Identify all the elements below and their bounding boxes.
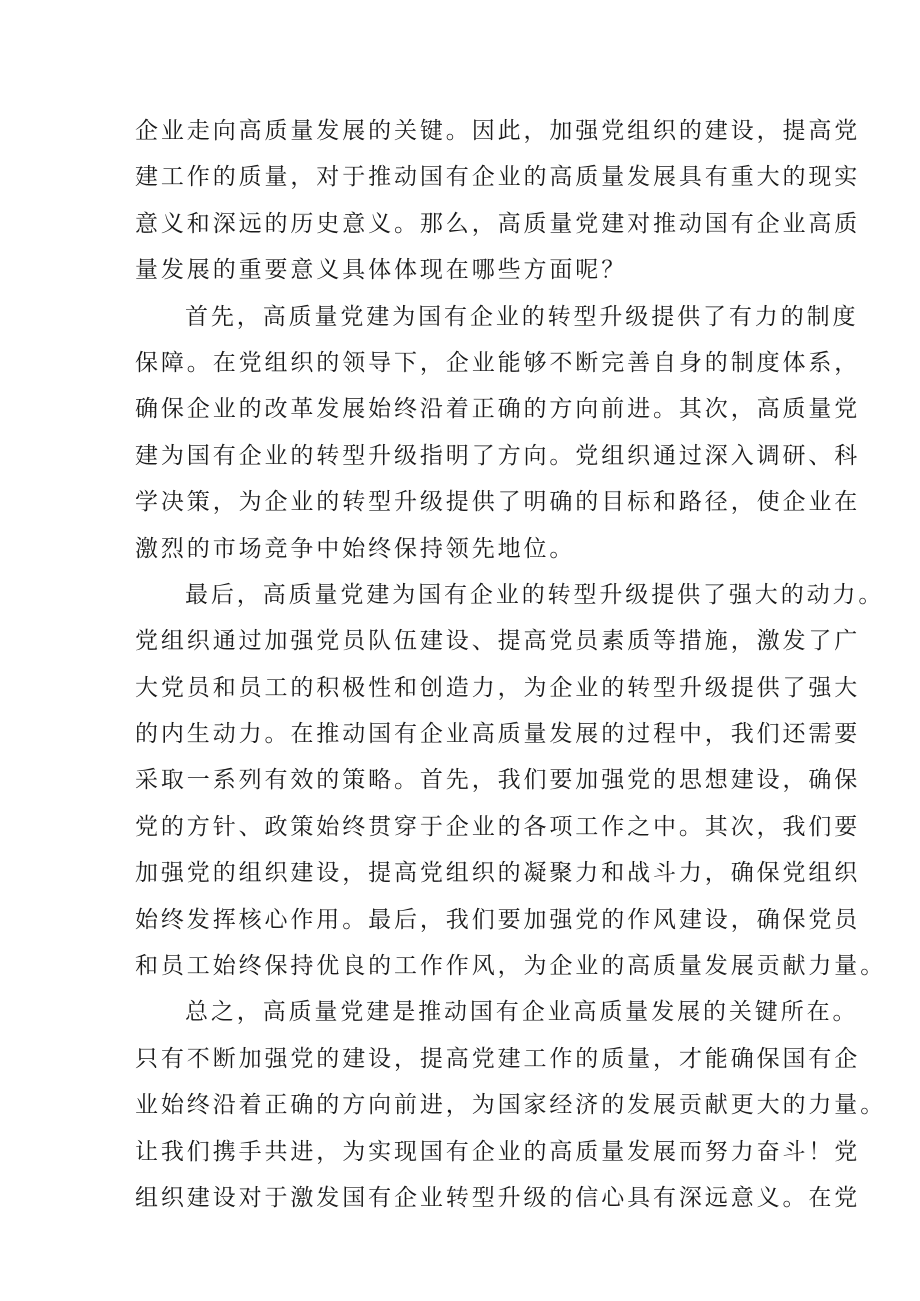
text-line: 的内生动力。在推动国有企业高质量发展的过程中，我们还需要 xyxy=(135,721,861,748)
text-line: 学决策，为企业的转型升级提供了明确的目标和路径，使企业在 xyxy=(135,489,861,516)
text-line: 始终发挥核心作用。最后，我们要加强党的作风建设，确保党员 xyxy=(135,906,861,933)
document-body xyxy=(135,108,887,1221)
text-line: 意义和深远的历史意义。那么，高质量党建对推动国有企业高质 xyxy=(135,210,861,237)
text-line: 大党员和员工的积极性和创造力，为企业的转型升级提供了强大 xyxy=(135,674,861,701)
text-line: 建工作的质量，对于推动国有企业的高质量发展具有重大的现实 xyxy=(135,164,861,191)
text-line: 加强党的组织建设，提高党组织的凝聚力和战斗力，确保党组织 xyxy=(135,860,861,887)
text-line: 建为国有企业的转型升级指明了方向。党组织通过深入调研、科 xyxy=(135,442,861,469)
text-line: 让我们携手共进，为实现国有企业的高质量发展而努力奋斗！党 xyxy=(135,1138,861,1165)
text-line: 只有不断加强党的建设，提高党建工作的质量，才能确保国有企 xyxy=(135,1045,861,1072)
text-line: 保障。在党组织的领导下，企业能够不断完善自身的制度体系， xyxy=(135,349,861,376)
text-line: 党组织通过加强党员队伍建设、提高党员素质等措施，激发了广 xyxy=(135,628,861,655)
text-line: 量发展的重要意义具体体现在哪些方面呢？ xyxy=(135,257,628,284)
text-line: 总之，高质量党建是推动国有企业高质量发展的关键所在。 xyxy=(185,999,859,1026)
text-line: 采取一系列有效的策略。首先，我们要加强党的思想建设，确保 xyxy=(135,767,861,794)
paragraph xyxy=(135,294,861,572)
paragraph xyxy=(135,989,887,1221)
text-line: 业始终沿着正确的方向前进，为国家经济的发展贡献更大的力量。 xyxy=(135,1092,887,1119)
paragraph xyxy=(135,108,861,294)
text-line: 确保企业的改革发展始终沿着正确的方向前进。其次，高质量党 xyxy=(135,396,861,423)
text-line: 最后，高质量党建为国有企业的转型升级提供了强大的动力。 xyxy=(185,581,885,608)
text-line: 激烈的市场竞争中始终保持领先地位。 xyxy=(135,535,576,562)
text-line: 企业走向高质量发展的关键。因此，加强党组织的建设，提高党 xyxy=(135,118,861,144)
text-line: 和员工始终保持优良的工作作风，为企业的高质量发展贡献力量。 xyxy=(135,953,887,980)
text-line: 组织建设对于激发国有企业转型升级的信心具有深远意义。在党 xyxy=(135,1184,861,1211)
text-line: 首先，高质量党建为国有企业的转型升级提供了有力的制度 xyxy=(185,303,859,330)
text-line: 党的方针、政策始终贯穿于企业的各项工作之中。其次，我们要 xyxy=(135,813,861,840)
paragraph xyxy=(135,572,887,990)
